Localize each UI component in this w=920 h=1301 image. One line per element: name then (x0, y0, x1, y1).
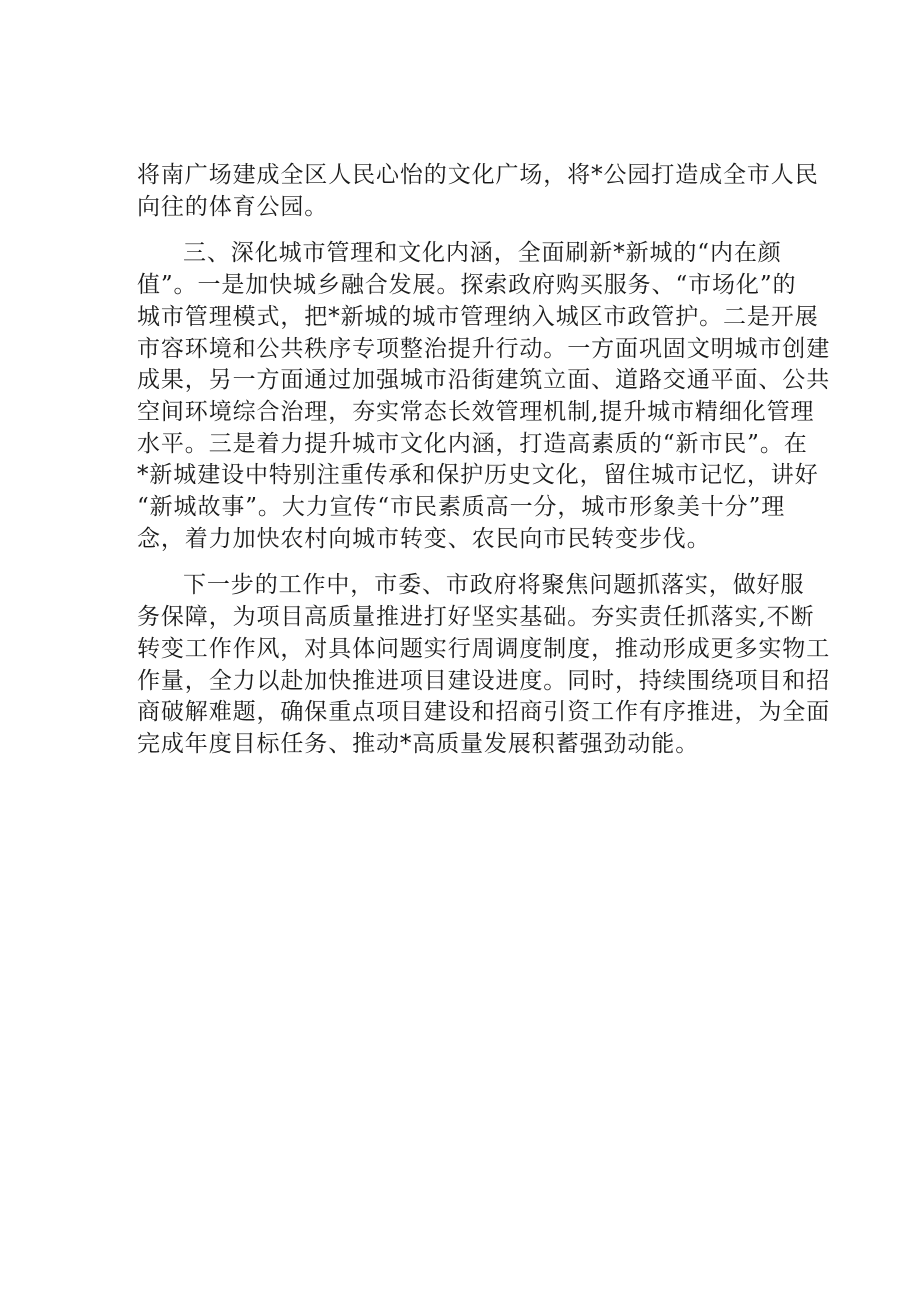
paragraph-2 (137, 238, 831, 555)
text-line: *新城建设中特别注重传承和保护历史文化，留住城市记忆，讲好 (137, 462, 819, 489)
text-line: 城市管理模式，把*新城的城市管理纳入城区市政管护。二是开展 (137, 303, 819, 330)
text-line: 水平。三是着力提升城市文化内涵，打造高素质的“新市民”。在 (137, 430, 808, 457)
text-line: 下一步的工作中，市委、市政府将聚焦问题抓落实，做好服 (183, 572, 805, 599)
text-line: 务保障，为项目高质量推进打好坚实基础。夯实责任抓落实,不断 (137, 604, 815, 631)
text-line: 空间环境综合治理，夯实常态长效管理机制,提升城市精细化管理 (137, 398, 815, 425)
document-page (137, 160, 831, 776)
text-line: 作量，全力以赴加快推进项目建设进度。同时，持续围绕项目和招 (137, 667, 831, 694)
text-line: 完成年度目标任务、推动*高质量发展积蓄强劲动能。 (137, 730, 700, 757)
paragraph-3 (137, 570, 831, 760)
text-line: 值”。一是加快城乡融合发展。探索政府购买服务、“市场化”的 (137, 272, 797, 299)
text-line: 向往的体育公园。 (137, 193, 329, 220)
text-line: 转变工作作风，对具体问题实行周调度制度，推动形成更多实物工 (137, 635, 831, 662)
paragraph-1 (137, 160, 819, 223)
text-line: “新城故事”。大力宣传“市民素质高一分，城市形象美十分”理 (137, 494, 786, 521)
text-line: 商破解难题，确保重点项目建设和招商引资工作有序推进，为全面 (137, 699, 831, 726)
text-line: 将南广场建成全区人民心怡的文化广场，将*公园打造成全市人民 (137, 162, 819, 188)
text-line: 三、深化城市管理和文化内涵，全面刷新*新城的“内在颜 (183, 240, 782, 267)
text-line: 市容环境和公共秩序专项整治提升行动。一方面巩固文明城市创建 (137, 335, 831, 362)
text-line: 成果，另一方面通过加强城市沿街建筑立面、道路交通平面、公共 (137, 367, 831, 394)
text-line: 念，着力加快农村向城市转变、农民向市民转变步伐。 (137, 525, 711, 552)
